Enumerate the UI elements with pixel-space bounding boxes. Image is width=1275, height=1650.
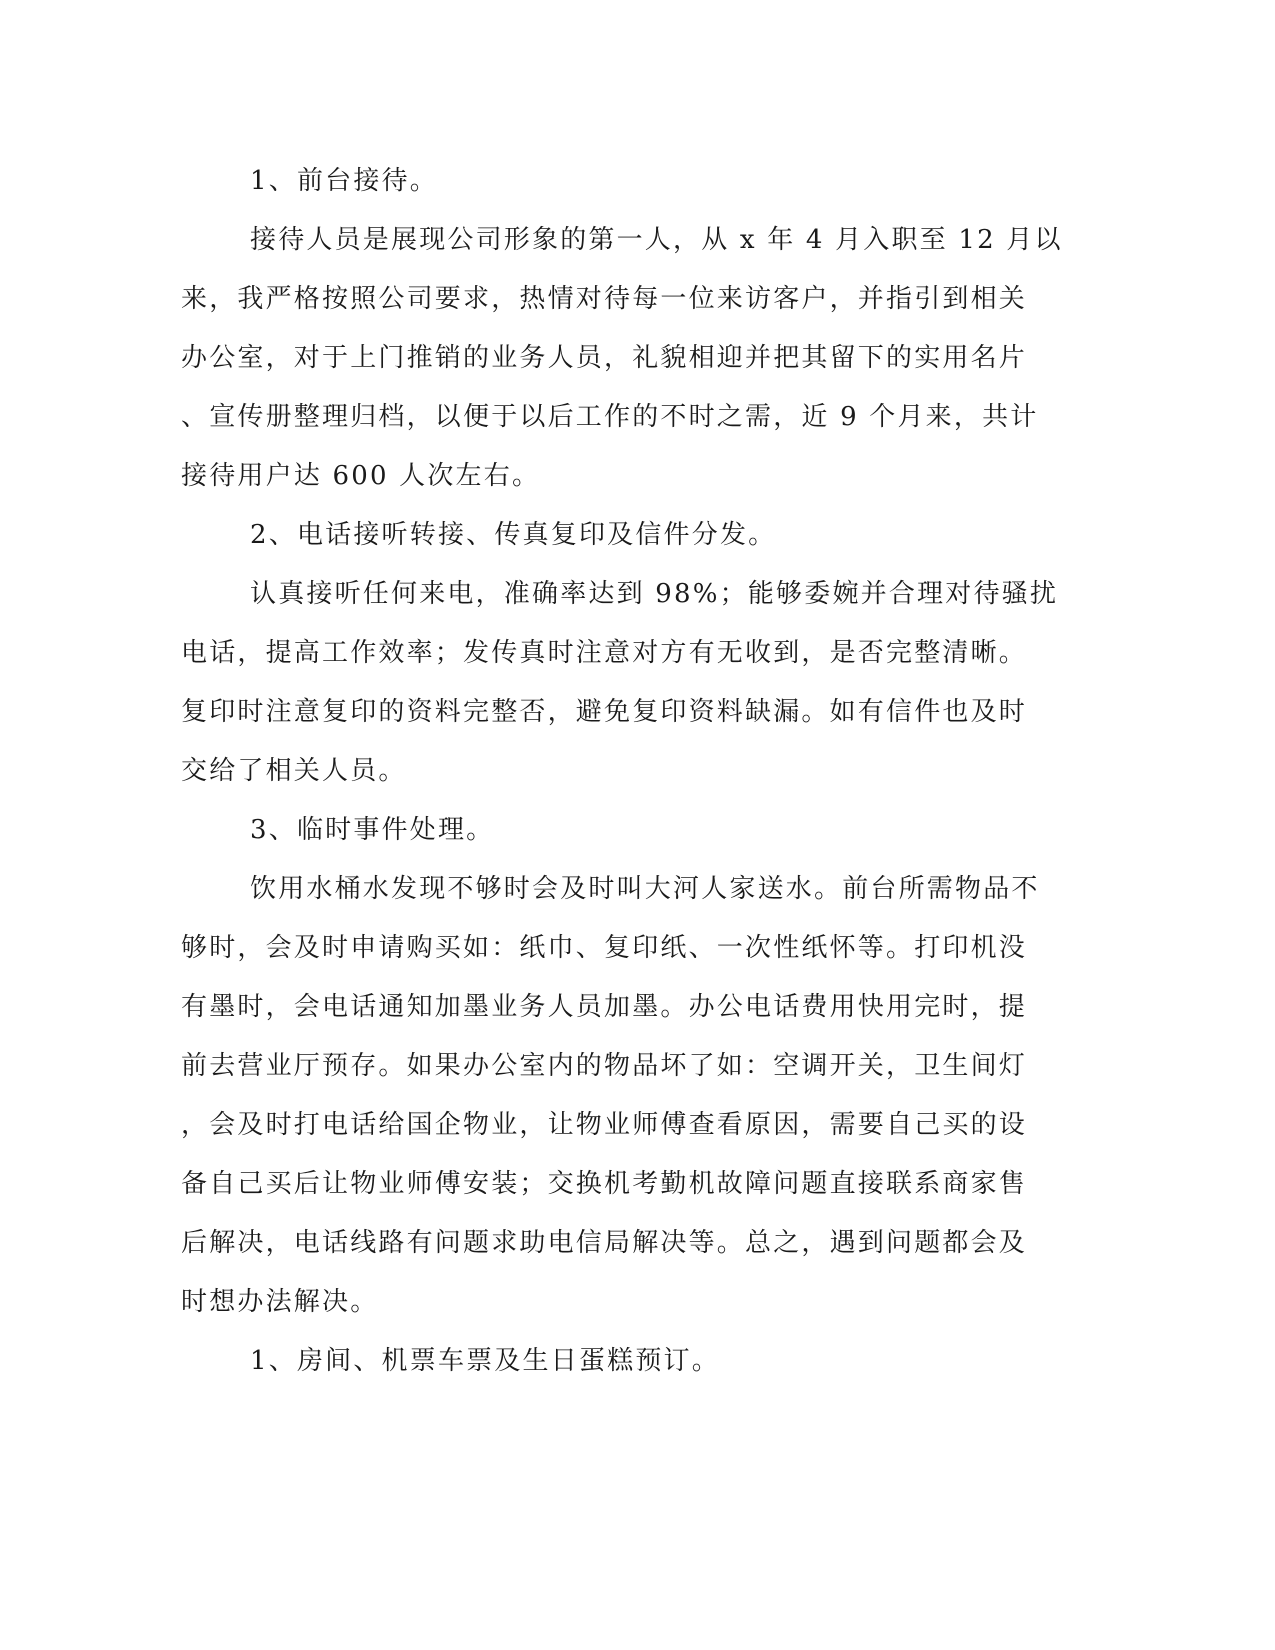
paragraph-line: 饮用水桶水发现不够时会及时叫大河人家送水。前台所需物品不 xyxy=(250,874,1040,904)
heading-front-desk: 1、前台接待。 xyxy=(250,166,438,196)
paragraph-line: 前去营业厅预存。如果办公室内的物品坏了如：空调开关，卫生间灯 xyxy=(181,1051,1028,1081)
paragraph-line: 办公室，对于上门推销的业务人员，礼貌相迎并把其留下的实用名片 xyxy=(181,343,1028,373)
heading-bookings: 1、房间、机票车票及生日蛋糕预订。 xyxy=(250,1346,720,1376)
paragraph-line: 交给了相关人员。 xyxy=(181,756,407,786)
paragraph-line: 有墨时，会电话通知加墨业务人员加墨。办公电话费用快用完时，提 xyxy=(181,992,1028,1022)
paragraph-line: ，会及时打电话给国企物业，让物业师傅查看原因，需要自己买的设 xyxy=(181,1110,1028,1140)
paragraph-line: 接待用户达 600 人次左右。 xyxy=(181,461,541,491)
heading-phone-fax-mail: 2、电话接听转接、传真复印及信件分发。 xyxy=(250,520,777,550)
paragraph-line: 接待人员是展现公司形象的第一人，从 x 年 4 月入职至 12 月以 xyxy=(250,225,1063,255)
paragraph-line: 来，我严格按照公司要求，热情对待每一位来访客户，并指引到相关 xyxy=(181,284,1028,314)
paragraph-line: 、宣传册整理归档，以便于以后工作的不时之需，近 9 个月来，共计 xyxy=(181,402,1039,432)
heading-temporary-events: 3、临时事件处理。 xyxy=(250,815,495,845)
paragraph-line: 备自己买后让物业师傅安装；交换机考勤机故障问题直接联系商家售 xyxy=(181,1169,1028,1199)
paragraph-line: 时想办法解决。 xyxy=(181,1287,379,1317)
paragraph-line: 够时，会及时申请购买如：纸巾、复印纸、一次性纸怀等。打印机没 xyxy=(181,933,1028,963)
paragraph-line: 后解决，电话线路有问题求助电信局解决等。总之，遇到问题都会及 xyxy=(181,1228,1028,1258)
paragraph-line: 电话，提高工作效率；发传真时注意对方有无收到，是否完整清晰。 xyxy=(181,638,1028,668)
paragraph-line: 复印时注意复印的资料完整否，避免复印资料缺漏。如有信件也及时 xyxy=(181,697,1028,727)
paragraph-line: 认真接听任何来电，准确率达到 98%；能够委婉并合理对待骚扰 xyxy=(250,579,1059,609)
